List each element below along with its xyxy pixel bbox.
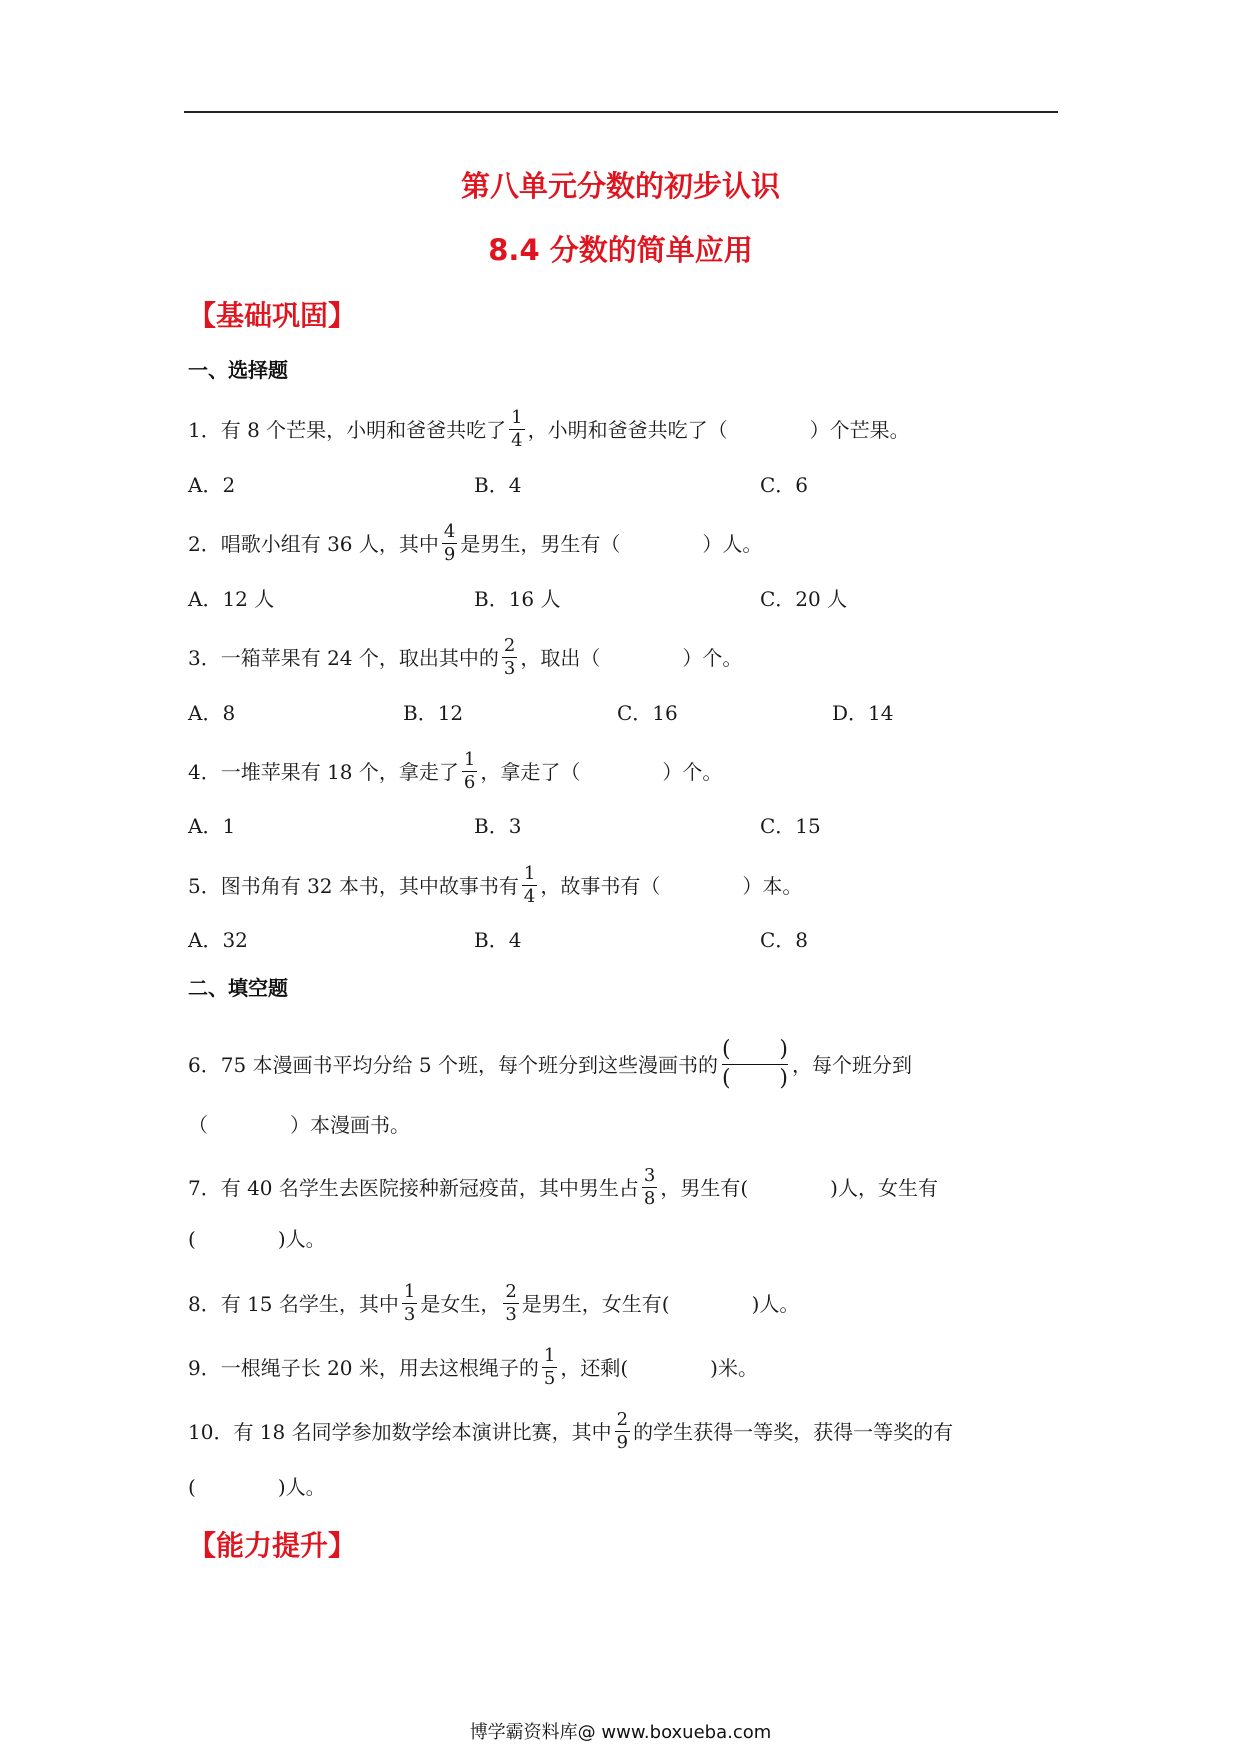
question-6: 6．75 本漫画书平均分给 5 个班，每个班分到这些漫画书的 ( ) ( ) ，每个班分到 bbox=[188, 1037, 912, 1091]
option[interactable]: A．2 bbox=[188, 473, 236, 497]
fraction: $\frac{1}{4}$ bbox=[523, 863, 536, 907]
option[interactable]: B．12 bbox=[403, 701, 464, 725]
question-9: 9．一根绳子长 20 米，用去这根绳子的 $\frac{1}{5}$ ，还剩( )米。 bbox=[188, 1345, 758, 1389]
question-7-line2: ( )人。 bbox=[188, 1227, 326, 1251]
page-title: 第八单元分数的初步认识 bbox=[460, 169, 780, 203]
fraction: $\frac{3}{8}$ bbox=[643, 1165, 656, 1209]
question-1: 1．有 8 个芒果，小明和爸爸共吃了 $\frac{1}{4}$ ，小明和爸爸共吃了（ ）个芒果。 bbox=[188, 407, 910, 451]
question-6-line2: （ ）本漫画书。 bbox=[188, 1113, 410, 1137]
section-advanced: 【能力提升】 bbox=[188, 1529, 357, 1562]
question-8: 8．有 15 名学生，其中 $\frac{1}{3}$ 是女生， $\frac{2}{3}$ 是男生，女生有( )人。 bbox=[188, 1281, 800, 1325]
fraction: $\frac{1}{4}$ bbox=[511, 407, 523, 451]
fraction: $\frac{4}{9}$ bbox=[443, 521, 456, 565]
option[interactable]: A．8 bbox=[188, 701, 236, 725]
part-choice: 一、选择题 bbox=[188, 358, 288, 382]
option[interactable]: C．6 bbox=[760, 473, 809, 497]
question-5: 5．图书角有 32 本书，其中故事书有 $\frac{1}{4}$ ，故事书有（ ）本。 bbox=[188, 863, 803, 907]
fraction: $\frac{1}{5}$ bbox=[543, 1345, 556, 1389]
question-3: 3．一箱苹果有 24 个，取出其中的 $\frac{2}{3}$ ，取出（ ）个。 bbox=[188, 635, 743, 679]
option[interactable]: B．4 bbox=[474, 928, 522, 952]
fraction: $\frac{1}{6}$ bbox=[463, 749, 476, 793]
option[interactable]: B．3 bbox=[474, 814, 522, 838]
option[interactable]: A．12 人 bbox=[188, 587, 275, 611]
fraction: $\frac{2}{3}$ bbox=[505, 1281, 517, 1325]
option[interactable]: D．14 bbox=[832, 701, 894, 725]
fraction: $\frac{2}{3}$ bbox=[503, 635, 516, 679]
fraction: $\frac{2}{9}$ bbox=[616, 1409, 629, 1453]
option[interactable]: C．20 人 bbox=[760, 587, 848, 611]
question-7: 7．有 40 名学生去医院接种新冠疫苗，其中男生占 $\frac{3}{8}$ ，男生有( )人，女生有 bbox=[188, 1165, 938, 1209]
option[interactable]: A．1 bbox=[188, 814, 236, 838]
option[interactable]: A．32 bbox=[188, 928, 248, 952]
question-2: 2．唱歌小组有 36 人，其中 $\frac{4}{9}$ 是男生，男生有（ ）人。 bbox=[188, 521, 763, 565]
header-rule bbox=[184, 111, 1058, 113]
question-4: 4．一堆苹果有 18 个，拿走了 $\frac{1}{6}$ ，拿走了（ ）个。 bbox=[188, 749, 723, 793]
option[interactable]: C．8 bbox=[760, 928, 809, 952]
section-basic: 【基础巩固】 bbox=[188, 299, 357, 332]
option[interactable]: C．16 bbox=[617, 701, 678, 725]
option[interactable]: C．15 bbox=[760, 814, 821, 838]
fraction: $\frac{1}{3}$ bbox=[403, 1281, 416, 1325]
part-fill: 二、填空题 bbox=[188, 976, 288, 1000]
option[interactable]: B．4 bbox=[474, 473, 522, 497]
question-10-line2: ( )人。 bbox=[188, 1475, 326, 1499]
footer-watermark: 博学霸资料库@ www.boxueba.com bbox=[469, 1722, 772, 1743]
blank-fraction[interactable]: ( ) ( ) bbox=[721, 1037, 788, 1091]
page-subtitle: 8.4 分数的简单应用 bbox=[488, 233, 753, 267]
option[interactable]: B．16 人 bbox=[474, 587, 561, 611]
question-10: 10．有 18 名同学参加数学绘本演讲比赛，其中 $\frac{2}{9}$ 的学生获得一等奖，获得一等奖的有 bbox=[188, 1409, 954, 1453]
